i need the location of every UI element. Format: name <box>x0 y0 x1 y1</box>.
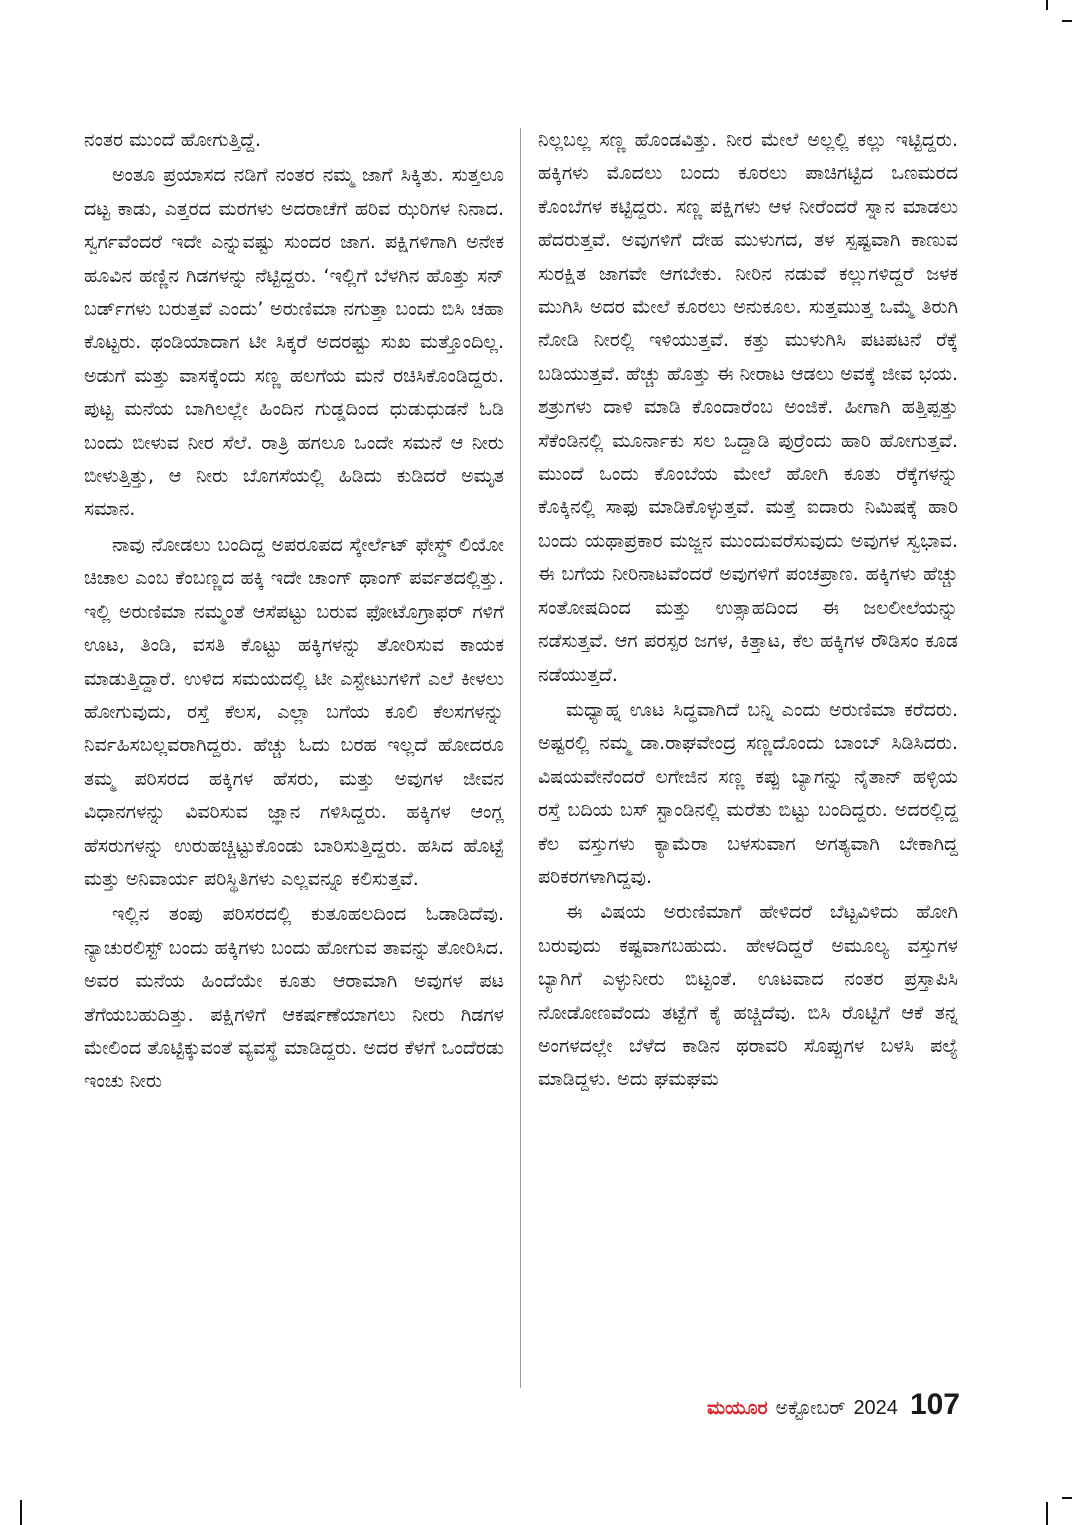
paragraph: ನಾವು ನೋಡಲು ಬಂದಿದ್ದ ಅಪರೂಪದ ಸ್ಕೇರ್ಲೆಟ್ ಫೇಸ್ಡ್ ಲಿಯೋ ಚಿಚಾಲ ಎಂಬ ಕೆಂಬಣ್ಣದ ಹಕ್ಕಿ ಇದೇ ಚಾಂಗ್ ಥಾಂಗ್ ಪರ್ವತದಲ್ಲಿತ್ತು. ಇಲ್ಲಿ ಅರುಣಿಮಾ ನಮ್ಮಂತೆ ಆಸೆಪಟ್ಟು ಬರುವ ಫೋಟೊಗ್ರಾಫರ್ ಗಳಿಗೆ ಊಟ, ತಿಂಡಿ, ವಸತಿ ಕೊಟ್ಟು ಹಕ್ಕಿಗಳನ್ನು ತೋರಿಸುವ ಕಾಯಕ ಮಾಡುತ್ತಿದ್ದಾರೆ. ಉಳಿದ ಸಮಯದಲ್ಲಿ ಟೀ ಎಸ್ಟೇಟುಗಳಿಗೆ ಎಲೆ ಕೀಳಲು ಹೋಗುವುದು, ರಸ್ತೆ ಕೆಲಸ, ಎಲ್ಲಾ ಬಗೆಯ ಕೂಲಿ ಕೆಲಸಗಳನ್ನು ನಿರ್ವಹಿಸಬಲ್ಲವರಾಗಿದ್ದರು. ಹೆಚ್ಚು ಓದು ಬರಹ ಇಲ್ಲದೆ ಹೋದರೂ ತಮ್ಮ ಪರಿಸರದ ಹಕ್ಕಿಗಳ ಹೆಸರು, ಮತ್ತು ಅವುಗಳ ಜೀವನ ವಿಧಾನಗಳನ್ನು ವಿವರಿಸುವ ಜ್ಞಾನ ಗಳಿಸಿದ್ದರು. ಹಕ್ಕಿಗಳ ಆಂಗ್ಲ ಹೆಸರುಗಳನ್ನು ಉರುಹಚ್ಚಿಟ್ಟುಕೊಂಡು ಬಾರಿಸುತ್ತಿದ್ದರು. ಹಸಿದ ಹೊಟ್ಟೆ ಮತ್ತು ಅನಿವಾರ್ಯ ಪರಿಸ್ಥಿತಿಗಳು ಎಲ್ಲವನ್ನೂ ಕಲಿಸುತ್ತವೆ. <box>84 533 504 890</box>
crop-mark-bottom-left <box>20 1500 22 1525</box>
crop-mark-bottom-right-h <box>1062 1497 1072 1499</box>
issue-month: ಅಕ್ಟೋಬರ್ <box>775 1398 846 1419</box>
paragraph: ಈ ವಿಷಯ ಅರುಣಿಮಾಗೆ ಹೇಳಿದರೆ ಬೆಟ್ಟವಿಳಿದು ಹೋಗಿ ಬರುವುದು ಕಷ್ಟವಾಗಬಹುದು. ಹೇಳದಿದ್ದರೆ ಅಮೂಲ್ಯ ವಸ್ತುಗಳ ಬ್ಯಾಗಿಗೆ ಎಳ್ಳುನೀರು ಬಿಟ್ಟಂತೆ. ಊಟವಾದ ನಂತರ ಪ್ರಸ್ತಾಪಿಸಿ ನೋಡೋಣವೆಂದು ತಟ್ಟೆಗೆ ಕೈ ಹಚ್ಚಿದೆವು. ಬಿಸಿ ರೊಟ್ಟಿಗೆ ಆಕೆ ತನ್ನ ಅಂಗಳದಲ್ಲೇ ಬೆಳೆದ ಕಾಡಿನ ಥರಾವರಿ ಸೊಪ್ಪುಗಳ ಬಳಸಿ ಪಲ್ಯೆ ಮಾಡಿದ್ದಳು. ಅದು ಘಮಘಮ <box>538 901 958 1091</box>
column-divider <box>520 128 521 1388</box>
magazine-brand: ಮಯೂರ <box>706 1398 768 1419</box>
paragraph: ಇಲ್ಲಿನ ತಂಪು ಪರಿಸರದಲ್ಲಿ ಕುತೂಹಲದಿಂದ ಓಡಾಡಿದೆವು. ನ್ಯಾಚುರಲಿಸ್ಟ್ ಬಂದು ಹಕ್ಕಿಗಳು ಬಂದು ಹೋಗುವ ತಾವನ್ನು ತೋರಿಸಿದ. ಅವರ ಮನೆಯ ಹಿಂದೆಯೇ ಕೂತು ಆರಾಮಾಗಿ ಅವುಗಳ ಪಟ ತೆಗೆಯಬಹುದಿತ್ತು. ಪಕ್ಷಿಗಳಿಗೆ ಆಕರ್ಷಣೆಯಾಗಲು ನೀರು ಗಿಡಗಳ ಮೇಲಿಂದ ತೊಟ್ಟಿಕ್ಕುವಂತೆ ವ್ಯವಸ್ಥೆ ಮಾಡಿದ್ದರು. ಅದರ ಕೆಳಗೆ ಒಂದೆರಡು ಇಂಚು ನೀರು <box>84 903 504 1093</box>
article-column-left <box>84 124 504 1099</box>
issue-year: 2024 <box>853 1397 898 1419</box>
paragraph: ಮಧ್ಯಾಹ್ನ ಊಟ ಸಿದ್ಧವಾಗಿದೆ ಬನ್ನಿ ಎಂದು ಅರುಣಿಮಾ ಕರೆದರು. ಅಷ್ಟರಲ್ಲಿ ನಮ್ಮ ಡಾ.ರಾಘವೇಂದ್ರ ಸಣ್ಣದೊಂದು ಬಾಂಬ್ ಸಿಡಿಸಿದರು. ವಿಷಯವೇನೆಂದರೆ ಲಗೇಜಿನ ಸಣ್ಣ ಕಪ್ಪು ಬ್ಯಾಗನ್ನು ನೈತಾನ್ ಹಳ್ಳಿಯ ರಸ್ತೆ ಬದಿಯ ಬಸ್ ಸ್ಟಾಂಡಿನಲ್ಲಿ ಮರೆತು ಬಿಟ್ಟು ಬಂದಿದ್ದರು. ಅದರಲ್ಲಿದ್ದ ಕೆಲ ವಸ್ತುಗಳು ಕ್ಯಾಮೆರಾ ಬಳಸುವಾಗ ಅಗತ್ಯವಾಗಿ ಬೇಕಾಗಿದ್ದ ಪರಿಕರಗಳಾಗಿದ್ದವು. <box>538 698 958 888</box>
crop-mark-top-right <box>1046 0 1048 10</box>
paragraph: ನಂತರ ಮುಂದೆ ಹೋಗುತ್ತಿದ್ದೆ. <box>84 129 262 151</box>
page-number: 107 <box>909 1388 960 1421</box>
paragraph: ಅಂತೂ ಪ್ರಯಾಸದ ನಡಿಗೆ ನಂತರ ನಮ್ಮ ಜಾಗೆ ಸಿಕ್ಕಿತು. ಸುತ್ತಲೂ ದಟ್ಟ ಕಾಡು, ಎತ್ತರದ ಮರಗಳು ಅದರಾಚೆಗೆ ಹರಿವ ಝರಿಗಳ ನಿನಾದ. ಸ್ವರ್ಗವೆಂದರೆ ಇದೇ ಎನ್ನುವಷ್ಟು ಸುಂದರ ಜಾಗ. ಪಕ್ಷಿಗಳಿಗಾಗಿ ಅನೇಕ ಹೂವಿನ ಹಣ್ಣಿನ ಗಿಡಗಳನ್ನು ನೆಟ್ಟಿದ್ದರು. ‘ಇಲ್ಲಿಗೆ ಬೆಳಗಿನ ಹೊತ್ತು ಸನ್ ಬರ್ಡ್‌ಗಳು ಬರುತ್ತವೆ ಎಂದು’ ಅರುಣಿಮಾ ನಗುತ್ತಾ ಬಂದು ಬಿಸಿ ಚಹಾ ಕೊಟ್ಟರು. ಥಂಡಿಯಾದಾಗ ಟೀ ಸಿಕ್ಕರೆ ಅದರಷ್ಟು ಸುಖ ಮತ್ತೊಂದಿಲ್ಲ. ಅಡುಗೆ ಮತ್ತು ವಾಸಕ್ಕೆಂದು ಸಣ್ಣ ಹಲಗೆಯ ಮನೆ ರಚಿಸಿಕೊಂಡಿದ್ದರು. ಪುಟ್ಟ ಮನೆಯ ಬಾಗಿಲಲ್ಲೇ ಹಿಂದಿನ ಗುಡ್ಡದಿಂದ ಧುಡುಧುಡನೆ ಓಡಿ ಬಂದು ಬೀಳುವ ನೀರ ಸೆಲೆ. ರಾತ್ರಿ ಹಗಲೂ ಒಂದೇ ಸಮನೆ ಆ ನೀರು ಬೀಳುತ್ತಿತ್ತು, ಆ ನೀರು ಬೊಗಸೆಯಲ್ಲಿ ಹಿಡಿದು ಕುಡಿದರೆ ಅಮೃತ ಸಮಾನ. <box>84 164 504 521</box>
crop-mark-top-right-h <box>1062 20 1072 22</box>
page-footer <box>707 1388 960 1422</box>
paragraph: ನಿಲ್ಲಬಲ್ಲ ಸಣ್ಣ ಹೊಂಡವಿತ್ತು. ನೀರ ಮೇಲೆ ಅಲ್ಲಲ್ಲಿ ಕಲ್ಲು ಇಟ್ಟಿದ್ದರು. ಹಕ್ಕಿಗಳು ಮೊದಲು ಬಂದು ಕೂರಲು ಪಾಚಿಗಟ್ಟಿದ ಒಣಮರದ ಕೊಂಬೆಗಳ ಕಟ್ಟಿದ್ದರು. ಸಣ್ಣ ಪಕ್ಷಿಗಳು ಆಳ ನೀರೆಂದರೆ ಸ್ನಾನ ಮಾಡಲು ಹೆದರುತ್ತವೆ. ಅವುಗಳಿಗೆ ದೇಹ ಮುಳುಗದ, ತಳ ಸ್ಪಷ್ಟವಾಗಿ ಕಾಣುವ ಸುರಕ್ಷಿತ ಜಾಗವೇ ಆಗಬೇಕು. ನೀರಿನ ನಡುವೆ ಕಲ್ಲುಗಳಿದ್ದರೆ ಜಳಕ ಮುಗಿಸಿ ಅದರ ಮೇಲೆ ಕೂರಲು ಅನುಕೂಲ. ಸುತ್ತಮುತ್ತ ಒಮ್ಮೆ ತಿರುಗಿ ನೋಡಿ ನೀರಲ್ಲಿ ಇಳಿಯುತ್ತವೆ. ಕತ್ತು ಮುಳುಗಿಸಿ ಪಟಪಟನೆ ರೆಕ್ಕೆ ಬಡಿಯುತ್ತವೆ. ಹೆಚ್ಚು ಹೊತ್ತು ಈ ನೀರಾಟ ಆಡಲು ಅವಕ್ಕೆ ಜೀವ ಭಯ. ಶತ್ರುಗಳು ದಾಳಿ ಮಾಡಿ ಕೊಂದಾರೆಂಬ ಅಂಜಿಕೆ. ಹೀಗಾಗಿ ಹತ್ತಿಪ್ಪತ್ತು ಸೆಕೆಂಡಿನಲ್ಲಿ ಮೂರ್ನಾಕು ಸಲ ಒದ್ದಾಡಿ ಪುರ್ರೆಂದು ಹಾರಿ ಹೋಗುತ್ತವೆ. ಮುಂದೆ ಒಂದು ಕೊಂಬೆಯ ಮೇಲೆ ಹೋಗಿ ಕೂತು ರೆಕ್ಕೆಗಳನ್ನು ಕೊಕ್ಕಿನಲ್ಲಿ ಸಾಫು ಮಾಡಿಕೊಳ್ಳುತ್ತವೆ. ಮತ್ತೆ ಐದಾರು ನಿಮಿಷಕ್ಕೆ ಹಾರಿ ಬಂದು ಯಥಾಪ್ರಕಾರ ಮಜ್ಜನ ಮುಂದುವರೆಸುವುದು ಅವುಗಳ ಸ್ವಭಾವ. ಈ ಬಗೆಯ ನೀರಿನಾಟವೆಂದರೆ ಅವುಗಳಿಗೆ ಪಂಚಪ್ರಾಣ. ಹಕ್ಕಿಗಳು ಹೆಚ್ಚು ಸಂತೋಷದಿಂದ ಮತ್ತು ಉತ್ಸಾಹದಿಂದ ಈ ಜಲಲೀಲೆಯನ್ನು ನಡೆಸುತ್ತವೆ. ಆಗ ಪರಸ್ಪರ ಜಗಳ, ಕಿತ್ತಾಟ, ಕೆಲ ಹಕ್ಕಿಗಳ ರೌಡಿಸಂ ಕೂಡ ನಡೆಯುತ್ತದೆ. <box>538 129 958 686</box>
article-column-right <box>538 124 958 1097</box>
crop-mark-bottom-right <box>1046 1502 1048 1525</box>
